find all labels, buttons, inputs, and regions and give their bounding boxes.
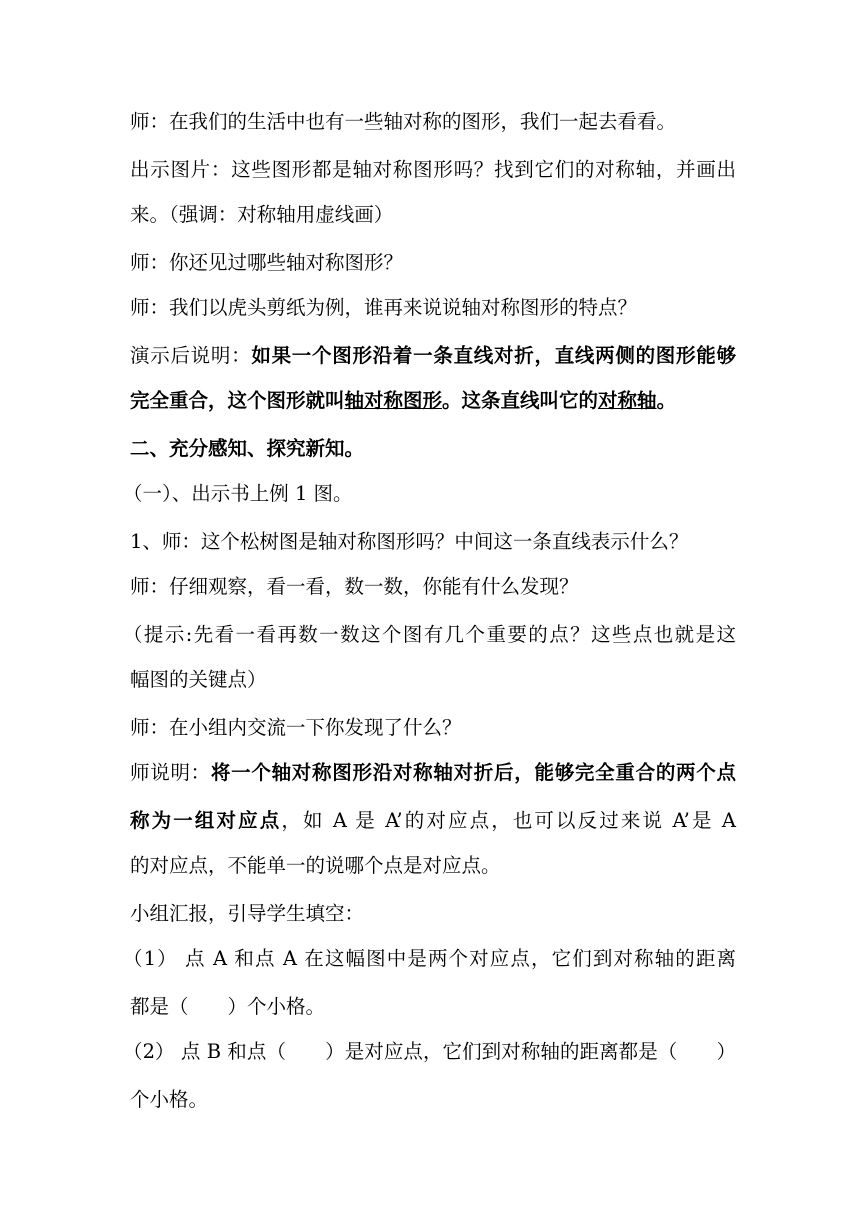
corresponding-bold: 将一个轴对称图形沿对称轴对折后，能够完全重合的两个点 xyxy=(210,761,736,784)
paragraph-pine-tree: 1、师：这个松树图是轴对称图形吗？中间这一条直线表示什么？ xyxy=(130,530,689,553)
paragraph-corresponding-cont xyxy=(130,808,736,833)
paragraph-teacher-question: 师：你还见过哪些轴对称图形？ xyxy=(130,251,404,274)
fill-blank-item-2-cont: 个小格。 xyxy=(130,1088,209,1111)
definition-text-3: 。 xyxy=(656,389,677,412)
fill-blank-item-1-cont: 都是（ ）个小格。 xyxy=(130,995,326,1018)
paragraph-show-pictures-cont: 来。（强调：对称轴用虚线画） xyxy=(130,203,394,226)
paragraph-definition-cont xyxy=(130,388,676,413)
paragraph-group-report: 小组汇报，引导学生填空： xyxy=(130,902,365,925)
definition-prefix: 演示后说明： xyxy=(130,344,252,367)
subsection-heading-1: （一）、出示书上例 1 图。 xyxy=(123,482,353,505)
definition-text-1: 完全重合，这个图形就叫 xyxy=(130,389,345,412)
paragraph-corresponding-points xyxy=(130,760,736,785)
paragraph-group-discuss: 师：在小组内交流一下你发现了什么？ xyxy=(130,716,462,739)
corresponding-example: ，如 A 是 A’的对应点，也可以反过来说 A’是 A xyxy=(281,809,736,832)
corresponding-prefix: 师说明： xyxy=(130,761,211,784)
paragraph-show-pictures: 出示图片：这些图形都是轴对称图形吗？找到它们的对称轴，并画出 xyxy=(130,158,736,181)
definition-text-2: 。这条直线叫它的 xyxy=(442,389,599,412)
paragraph-observe: 师：仔细观察，看一看，数一数，你能有什么发现？ xyxy=(130,575,579,598)
section-heading-2: 二、充分感知、探究新知。 xyxy=(130,437,365,460)
paragraph-corresponding-end: 的对应点，不能单一的说哪个点是对应点。 xyxy=(130,854,501,877)
definition-bold: 如果一个图形沿着一条直线对折，直线两侧的图形能够 xyxy=(251,344,736,367)
paragraph-teacher-intro: 师：在我们的生活中也有一些轴对称的图形，我们一起去看看。 xyxy=(130,110,677,133)
fill-blank-item-2: （2） 点 B 和点（ ）是对应点，它们到对称轴的距离都是（ ） xyxy=(123,1040,736,1063)
paragraph-hint-cont: 幅图的关键点） xyxy=(130,668,267,691)
paragraph-hint: （提示:先看一看再数一数这个图有几个重要的点？这些点也就是这 xyxy=(123,623,736,646)
term-symmetry-axis: 对称轴 xyxy=(598,389,657,412)
paragraph-definition xyxy=(130,343,736,368)
paragraph-tiger-papercut: 师：我们以虎头剪纸为例，谁再来说说轴对称图形的特点？ xyxy=(130,296,638,319)
term-axisymmetric-figure: 轴对称图形 xyxy=(344,389,443,412)
corresponding-term: 称为一组对应点 xyxy=(130,809,282,832)
fill-blank-item-1: （1） 点 A 和点 A 在这幅图中是两个对应点，它们到对称轴的距离 xyxy=(123,947,736,970)
